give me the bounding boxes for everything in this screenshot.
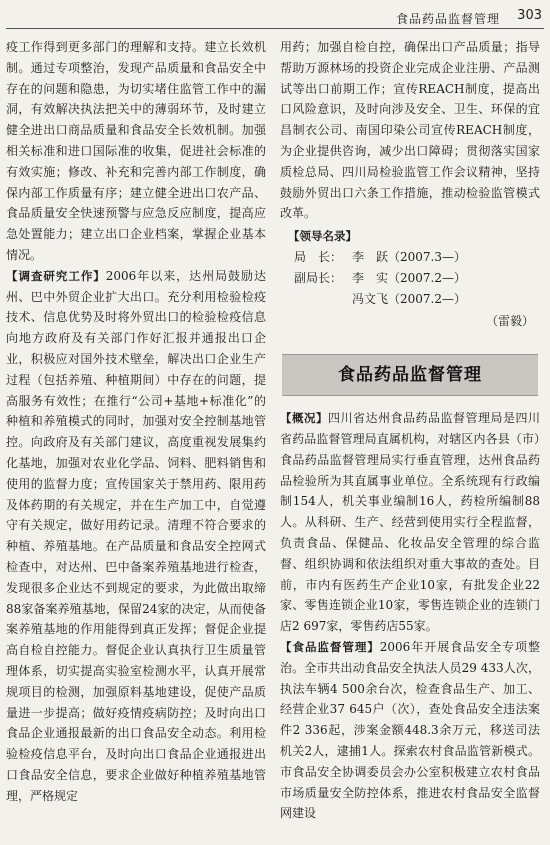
leader-name: 李 实（2007.2—） — [352, 270, 466, 285]
leader-row — [280, 268, 540, 289]
header-rule — [6, 28, 544, 29]
right-column — [280, 37, 540, 845]
section-tag: 【食品监督管理】 — [280, 639, 380, 654]
body-paragraph: 用药；加强自检自控，确保出口产品质量；指导帮助万源林场的投资企业完成企业注册、产品测试等出口前期工作；宣传REACH制度，提高出口风险意识，及时向涉及安全、卫生、环保的宜昌制衣公司、南国印染公司宣传REACH制度，为企业提供咨询，减少出口障碍；贯彻落实国家质检总局、四川局检验监管工作会议精神，坚持鼓励外贸出口六条工作措施，推动检验监管模式改革。 — [280, 40, 540, 221]
leader-row — [280, 247, 540, 268]
paragraph-text: 2006年开展食品安全专项整治。全市共出动食品安全执法人员29 433人次，执法车辆4 500余台次，检查食品生产、加工、经营企业37 645户（次），查处食品安全违法案件2 336起，涉案金额448.3余万元，移送司法机关2人，逮捕1人。探索农村食品监管新模式。市食品安全协调委员会办公室积极建立农村食品市场质量安全防控体系，推进农村食品安全监督网建设 — [280, 639, 540, 821]
leader-role: 局 长： — [294, 249, 343, 264]
body-paragraph — [280, 408, 540, 637]
section-tag: 【调查研究工作】 — [6, 268, 106, 283]
leader-name: 李 跃（2007.3—） — [352, 249, 466, 264]
leader-role: 副局长： — [294, 270, 343, 285]
body-paragraph — [280, 637, 540, 824]
section-tag: 【概况】 — [280, 411, 328, 426]
leaders-heading: 【领导名录】 — [288, 229, 357, 244]
body-paragraph — [6, 266, 266, 807]
page-header — [0, 0, 550, 30]
paragraph-text: 2006年以来，达州局鼓励达州、巴中外贸企业扩大出口。充分利用检验检疫技术、信息优势及时将外贸出口的检验检疫信息向地方政府及有关部门作好汇报并通报出口企业，积极应对国外技术壁垒，解决出口企业生产过程（包括养殖、种植期间）中存在的问题，提高服务有效性；在推行“公司+基地+标准化”的种植和养殖模式的同时，加强对安全控制基地管控。向政府及有关部门建议，高度重视发展集约化基地，加强对农业化学品、饲料、肥料销售和使用的监督力度；宣传国家关于禁用药、限用药及体药期的有关规定，并在生产加工中，自觉遵守有关规定，做好用药记录。清理不符合要求的种植、养殖基地。在产品质量和食品安全控网式检查中，对达州、巴中备案养殖基地进行检查，发现很多企业达不到规定的要求，为此做出取缔88家备案养殖基地，保留24家的决定，从而使备案养殖基地的作用能得到真正发挥；督促企业提高自检自控能力。督促企业认真执行卫生质量管理体系，切实提高实验室检测水平，认真开展常规项目的检测，加强原料基地建设，促使产品质量进一步提高；做好疫情疫病防控；及时向出口食品企业通报最新的出口食品安全动态。利用检验检疫信息平台，及时向出口食品企业通报进出口食品安全信息，要求企业做好种植养殖基地管理，严格规定 — [6, 268, 266, 803]
body-paragraph: 疫工作得到更多部门的理解和支持。建立长效机制。通过专项整治，发现产品质量和食品安全中存在的问题和隐患，为切实堵住监管工作中的漏洞，有效解决执法把关中的薄弱环节，及时建立健全进出口商品质量和食品安全长效机制。加强相关标准和进口国际准的收集，促进社会标准的有效实施；修改、补充和完善内部工作制度，确保内部工作质量有序；建立健全进出口农产品、食品质量安全快速预警与应急反应制度，提高应急处置能力；建立出口企业档案，掌握企业基本情况。 — [6, 40, 266, 262]
paragraph-text: 四川省达州食品药品监督管理局是四川省药品监督管理局直属机构，对辖区内各县（市）食品药品监督管理局实行垂直管理，达州食品药品检验所为其直属事业单位。全系统现有行政编制154人，机关事业编制16人，药检所编制88人。从科研、生产、经营到使用实行全程监督，负责食品、保健品、化妆品安全管理的综合监督、组织协调和依法组织对重大事故的查处。目前，市内有医药生产企业10家，有批发企业22家、零售连锁企业10家，零售连锁企业的连锁门店2 697家，零售药店55家。 — [280, 411, 540, 634]
page-number: 303 — [517, 8, 542, 23]
author-credit: （雷毅） — [485, 314, 534, 329]
leader-row: 冯文飞（2007.2—） — [352, 291, 466, 306]
section-banner — [282, 354, 538, 396]
running-title: 食品药品监督管理 — [395, 12, 500, 26]
section-title: 食品药品监督管理 — [338, 364, 482, 385]
left-column — [6, 37, 266, 845]
